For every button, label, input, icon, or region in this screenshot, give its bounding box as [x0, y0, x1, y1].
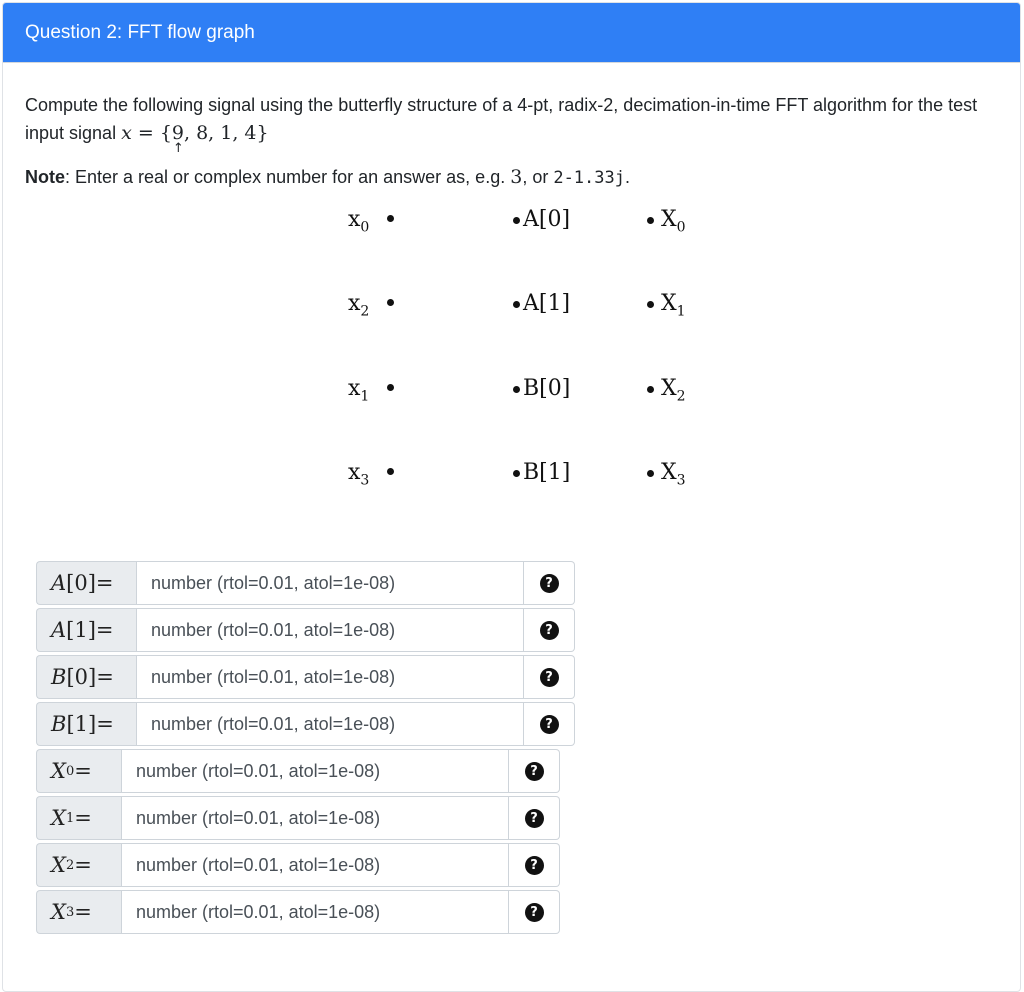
prompt-text: Compute the following signal using the butterfly structure of a 4-pt, radix-2, decimation-in-time FFT algorithm for the test input signal: [25, 95, 978, 143]
question-circle-icon[interactable]: ?: [540, 715, 559, 734]
answer-input[interactable]: [136, 561, 524, 605]
answer-label: X 2 =: [36, 843, 121, 887]
answer-help-button[interactable]: [524, 608, 575, 652]
question-circle-icon[interactable]: ?: [525, 809, 544, 828]
output-node-dot: [647, 301, 654, 308]
answer-format-note: Note: Enter a real or complex number for an answer as, e.g. 3, or 2-1.33j.: [25, 166, 630, 188]
answer-help-button[interactable]: [524, 702, 575, 746]
signal-origin-sample: 9: [171, 122, 184, 144]
answer-input[interactable]: [136, 655, 524, 699]
answer-row: [36, 655, 575, 699]
intermediate-node-dot: [513, 301, 520, 308]
answer-help-button[interactable]: [509, 843, 560, 887]
answer-help-button[interactable]: [509, 796, 560, 840]
input-node-dot: [387, 468, 394, 475]
question-circle-icon[interactable]: ?: [540, 621, 559, 640]
output-node-label: $X_0$: [661, 207, 686, 236]
answer-input[interactable]: [136, 702, 524, 746]
intermediate-node-dot: [513, 217, 520, 224]
answer-label: X 3 =: [36, 890, 121, 934]
question-prompt: [25, 91, 985, 156]
answer-label: A [0] =: [36, 561, 136, 605]
input-node-dot: [387, 299, 394, 306]
question-circle-icon[interactable]: ?: [525, 856, 544, 875]
answer-input[interactable]: [121, 796, 509, 840]
intermediate-node-dot: [513, 470, 520, 477]
answer-row: [36, 749, 560, 793]
output-node-label: $X_1$: [661, 291, 686, 320]
answer-help-button[interactable]: [524, 655, 575, 699]
answer-row: [36, 796, 560, 840]
answer-help-button[interactable]: [509, 749, 560, 793]
answer-label: B [1] =: [36, 702, 136, 746]
origin-arrow-icon: ↑: [172, 141, 184, 156]
answer-input[interactable]: [136, 608, 524, 652]
input-node-dot: [387, 384, 394, 391]
answer-help-button[interactable]: [509, 890, 560, 934]
output-node-dot: [647, 470, 654, 477]
question-circle-icon[interactable]: ?: [540, 668, 559, 687]
answer-input[interactable]: [121, 843, 509, 887]
input-node-label: $x_1$: [348, 376, 370, 405]
answer-label: B [0] =: [36, 655, 136, 699]
answer-row: [36, 608, 575, 652]
question-header: [3, 3, 1020, 63]
output-node-label: $X_2$: [661, 376, 686, 405]
answer-row: [36, 843, 560, 887]
answer-help-button[interactable]: [524, 561, 575, 605]
question-circle-icon[interactable]: ?: [540, 574, 559, 593]
intermediate-node-label: A[0]: [523, 207, 571, 232]
output-node-dot: [647, 217, 654, 224]
input-node-label: $x_2$: [348, 291, 370, 320]
input-node-dot: [387, 215, 394, 222]
question-card: [2, 2, 1021, 992]
intermediate-node-label: B[0]: [523, 376, 571, 401]
intermediate-node-label: B[1]: [523, 460, 571, 485]
answer-row: [36, 890, 560, 934]
question-circle-icon[interactable]: ?: [525, 762, 544, 781]
answer-row: [36, 702, 575, 746]
answer-label: X 1 =: [36, 796, 121, 840]
input-node-label: $x_3$: [348, 460, 370, 489]
signal-expression: x = {9 ↑ , 8, 1, 4}: [121, 122, 269, 144]
answer-input[interactable]: [121, 890, 509, 934]
question-circle-icon[interactable]: ?: [525, 903, 544, 922]
input-node-label: $x_0$: [348, 207, 370, 236]
answer-input[interactable]: [121, 749, 509, 793]
output-node-dot: [647, 386, 654, 393]
output-node-label: $X_3$: [661, 460, 686, 489]
answer-row: [36, 561, 575, 605]
answer-label: X 0 =: [36, 749, 121, 793]
intermediate-node-dot: [513, 386, 520, 393]
answer-label: A [1] =: [36, 608, 136, 652]
intermediate-node-label: A[1]: [523, 291, 571, 316]
question-title: Question 2: FFT flow graph: [25, 22, 255, 43]
